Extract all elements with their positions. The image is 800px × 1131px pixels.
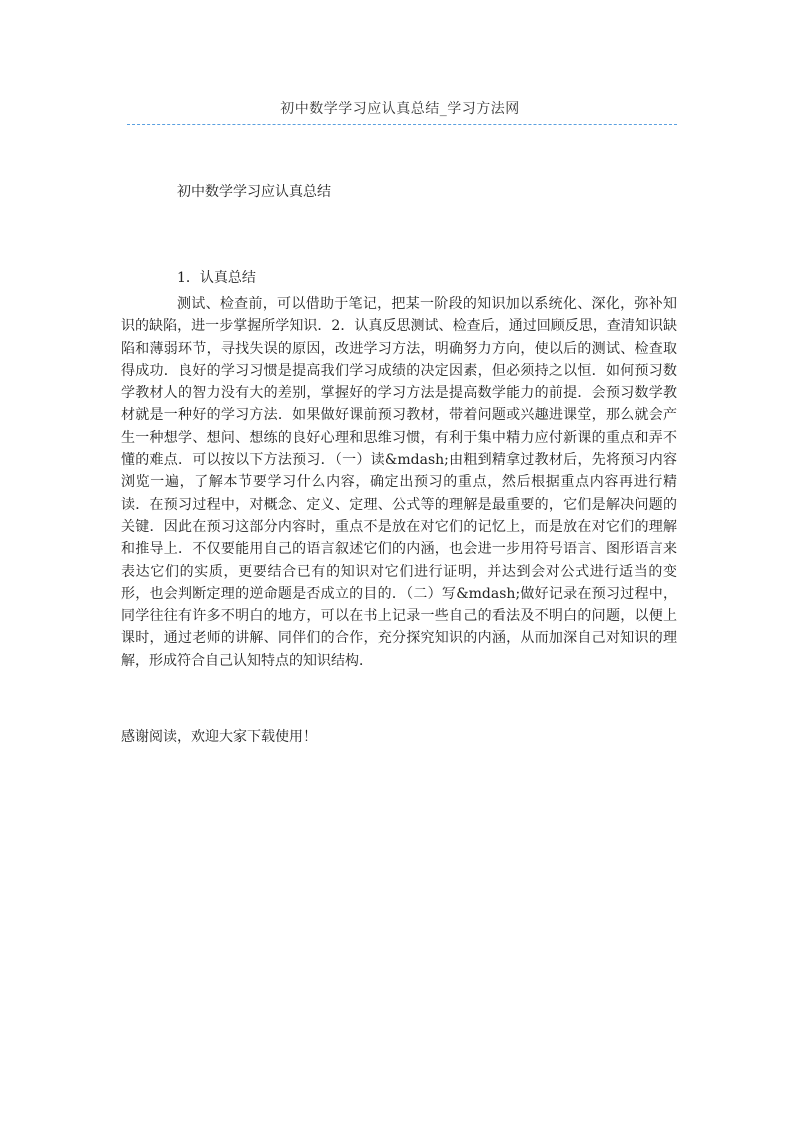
header-divider (127, 124, 677, 125)
document-title: 初中数学学习应认真总结 (177, 184, 331, 200)
body-paragraph: 测试、检查前，可以借助于笔记，把某一阶段的知识加以系统化、深化，弥补知识的缺陷，进一步掌握所学知识．2．认真反思测试、检查后，通过回顾反思，查清知识缺陷和薄弱环节，寻找失误的原因，改进学习方法，明确努力方向，使以后的测试、检查取得成功．良好的学习习惯是提高我们学习成绩的决定因素，但必须持之以恒．如何预习数学教材人的智力没有大的差别，掌握好的学习方法是提高数学能力的前提．会预习数学教材就是一种好的学习方法．如果做好课前预习教材，带着问题或兴趣进课堂，那么就会产生一种想学、想问、想练的良好心理和思维习惯，有利于集中精力应付新课的重点和弄不懂的难点．可以按以下方法预习．（一）读&mdash;由粗到精拿过教材后，先将预习内容浏览一遍，了解本节要学习什么内容，确定出预习的重点，然后根据重点内容再进行精读．在预习过程中，对概念、定义、定理、公式等的理解是最重要的，它们是解决问题的关键．因此在预习这部分内容时，重点不是放在对它们的记忆上，而是放在对它们的理解和推导上．不仅要能用自己的语言叙述它们的内涵，也会进一步用符号语言、图形语言来表达它们的实质，更要结合已有的知识对它们进行证明，并达到会对公式进行适当的变形，也会判断定理的逆命题是否成立的目的．（二）写&mdash;做好记录在预习过程中，同学往往有许多不明白的地方，可以在书上记录一些自己的看法及不明白的问题，以便上课时，通过老师的讲解、同伴们的合作，充分探究知识的内涵，从而加深自己对知识的理解，形成符合自己认知特点的知识结构． (121, 296, 677, 669)
closing-note: 感谢阅读，欢迎大家下载使用！ (121, 729, 317, 745)
page-header-title: 初中数学学习应认真总结_学习方法网 (280, 101, 520, 117)
section-heading: 1．认真总结 (177, 270, 256, 286)
